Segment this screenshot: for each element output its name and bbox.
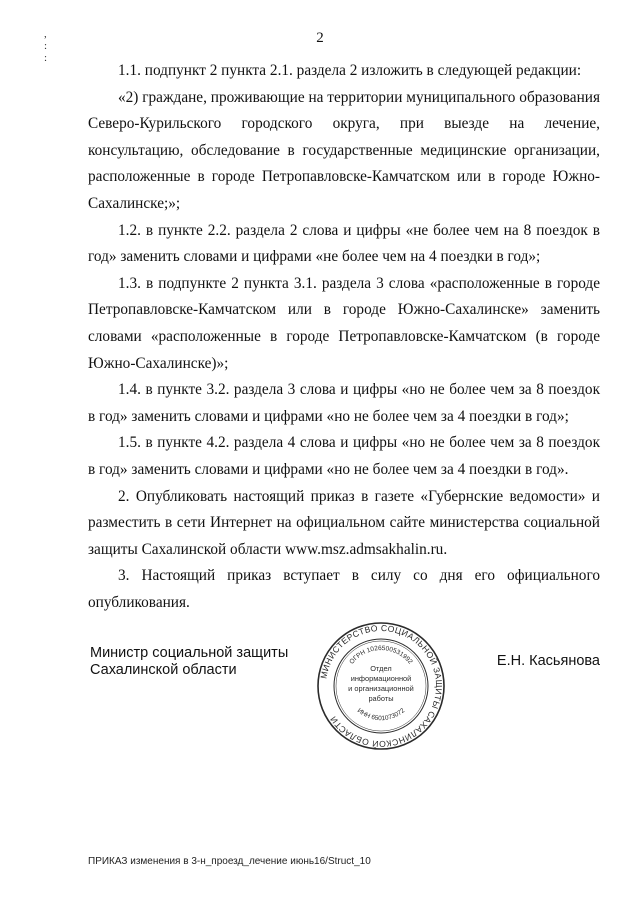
stamp-center-line-2: информационной <box>350 674 412 683</box>
svg-text:ИНН 6501073072 <box>356 707 407 722</box>
stamp-center-line-4: работы <box>368 694 394 703</box>
signature-block <box>88 622 600 755</box>
paragraph-1-5: 1.5. в пункте 4.2. раздела 4 слова и цифры «но не более чем за 8 поездок в год» заменить словами и цифрами «но не более чем за 4 поездки в год». <box>88 434 600 478</box>
stamp-center-line-3: и организационной <box>348 684 414 693</box>
margin-marks: , : : <box>44 28 48 64</box>
page-number: 2 <box>316 30 324 46</box>
svg-text:ОГРН 1026500531992 <box>348 645 414 666</box>
document-body <box>88 58 600 616</box>
signer-title <box>90 645 288 679</box>
paragraph-1-4: 1.4. в пункте 3.2. раздела 3 слова и цифры «но не более чем за 8 поездок в год» заменить словами и цифрами «но не более чем за 4 поездки в год»; <box>88 381 600 425</box>
signer-name: Е.Н. Касьянова <box>496 653 600 669</box>
signer-title-line-1: Министр социальной защиты <box>90 645 289 661</box>
stamp-inn: ИНН 6501073072 <box>355 707 407 723</box>
paragraph-1-3: 1.3. в подпункте 2 пункта 3.1. раздела 3 слова «расположенные в городе Петропавловске-Камчатском или в городе Южно-Сахалинске» заменить словами «расположенные в городе Петропавловске-Камчатском (в городе Южно-Сахалинске)»; <box>88 274 600 372</box>
stamp-center-line-1: Отдел <box>370 664 392 673</box>
paragraph-2: 2. Опубликовать настоящий приказ в газете «Губернские ведомости» и разместить в сети Интернет на официальном сайте министерства социальной защиты Сахалинской области www.msz.admsakhalin.ru. <box>88 487 600 558</box>
official-seal-stamp <box>315 620 447 752</box>
paragraph-1-1: 1.1. подпункт 2 пункта 2.1. раздела 2 изложить в следующей редакции: <box>118 62 582 79</box>
paragraph-quote: «2) граждане, проживающие на территории муниципального образования Северо-Курильского городского округа, при выезде на лечение, консультацию, обследование в государственные медицинские организации, расположенные в городе Петропавловске-Камчатском или в городе Южно-Сахалинске;»; <box>88 88 600 212</box>
footer-file-note: ПРИКАЗ изменения в 3-н_проезд_лечение июнь16/Struct_10 <box>88 856 371 867</box>
stamp-ogrn: ОГРН 1026500531992 <box>348 644 414 666</box>
signer-title-line-2: Сахалинской области <box>90 662 237 678</box>
paragraph-3: 3. Настоящий приказ вступает в силу со дня его официального опубликования. <box>88 567 600 611</box>
paragraph-1-2: 1.2. в пункте 2.2. раздела 2 слова и цифры «не более чем на 8 поездок в год» заменить словами и цифрами «не более чем на 4 поездки в год»; <box>88 221 600 266</box>
stamp-ring-text: МИНИСТЕРСТВО СОЦИАЛЬНОЙ ЗАЩИТЫ САХАЛИНСКОЙ ОБЛАСТИ <box>318 622 445 750</box>
